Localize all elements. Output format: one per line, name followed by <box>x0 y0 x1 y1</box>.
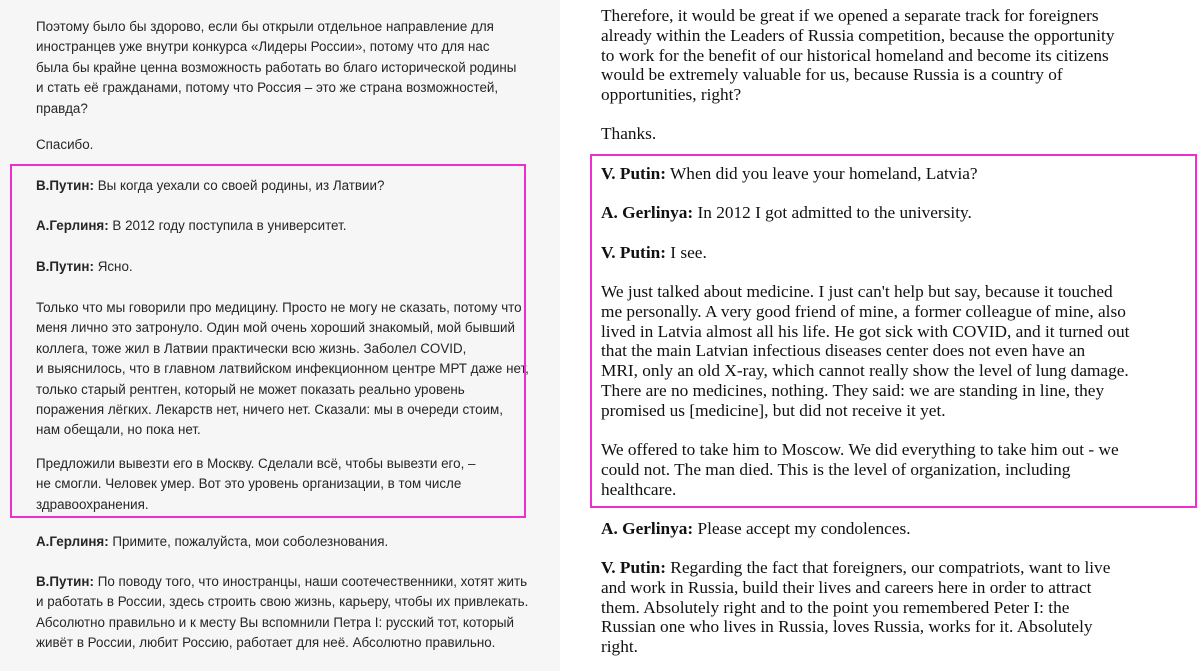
en-foreigners-text: Regarding the fact that foreigners, our compatriots, want to live and work in Russia, build their lives and careers here in order to attract them. Absolutely right and to the point you remembered Peter I: the Russian one who lives in Russia, loves Russia, works for it. Absolutely right. <box>601 558 1111 657</box>
en-speaker-putin: V. Putin: <box>601 243 666 262</box>
en-paragraph-proposal: Therefore, it would be great if we opened a separate track for foreigners already within the Leaders of Russia competition, because the opportunity to work for the benefit of our historical homeland and become its citizens would be extremely valuable for us, because Russia is a country of opportunities, right? <box>601 6 1115 105</box>
ru-paragraph-medicine: Только что мы говорили про медицину. Просто не могу не сказать, потому что меня лично это затронуло. Один мой очень хороший знакомый, мой бывший коллега, тоже жил в Латвии практически всю жизнь. Заболел COVID, и выяснилось, что в главном латвийском инфекционном центре МРТ даже нет, только старый рентген, который не может показать реально уровень поражения лёгких. Лекарств нет, ничего нет. Сказали: мы в очереди стоим, нам обещали, но пока нет. <box>36 300 529 438</box>
en-speaker-gerlinya: A. Gerlinya: <box>601 203 694 222</box>
ru-highlight-box <box>10 164 526 518</box>
ru-gerlinya-condolences <box>36 532 536 552</box>
ru-speaker-putin: В.Путин: <box>36 574 94 589</box>
ru-speaker-gerlinya: А.Герлиня: <box>36 534 109 549</box>
en-speaker-gerlinya: A. Gerlinya: <box>601 519 694 538</box>
ru-answer-text: В 2012 году поступила в университет. <box>108 218 347 233</box>
en-answer-text: In 2012 I got admitted to the university. <box>693 203 972 222</box>
en-paragraph-thanks: Thanks. <box>601 124 657 143</box>
ru-putin-foreigners <box>36 572 536 654</box>
russian-transcript-panel <box>0 0 560 671</box>
en-paragraph-medicine: We just talked about medicine. I just can't help but say, because it touched me personally. A very good friend of mine, a former colleague of mine, also lived in Latvia almost all his life. He got sick with COVID, and it turned out that the main Latvian infectious diseases center does not even have an MRI, only an old X-ray, which cannot really show the level of lung damage. There are no medicines, nothing. They said: we are standing in line, they promised us [medicine], but did not receive it yet. <box>601 282 1130 420</box>
en-question-text: When did you leave your homeland, Latvia? <box>665 164 978 183</box>
ru-paragraph-moscow: Предложили вывезти его в Москву. Сделали всё, чтобы вывезти его, – не смогли. Человек умер. Вот это уровень организации, в том числе здравоохранения. <box>36 456 476 512</box>
ru-paragraph-thanks: Спасибо. <box>36 137 94 152</box>
ru-i-see-text: Ясно. <box>93 259 133 274</box>
ru-speaker-gerlinya: А.Герлиня: <box>36 218 109 233</box>
en-paragraph-moscow: We offered to take him to Moscow. We did everything to take him out - we could not. The man died. This is the level of organization, including healthcare. <box>601 440 1119 499</box>
en-condolences-text: Please accept my condolences. <box>693 519 911 538</box>
en-putin-foreigners <box>601 558 1197 657</box>
ru-condolences-text: Примите, пожалуйста, мои соболезнования. <box>108 534 389 549</box>
ru-paragraph-proposal: Поэтому было бы здорово, если бы открыли отдельное направление для иностранцев уже внутри конкурса «Лидеры России», потому что для нас была бы крайне ценна возможность работать во благо исторической родины и стать её гражданами, потому что Россия – это же страна возможностей, правда? <box>36 19 517 116</box>
en-i-see-text: I see. <box>665 243 707 262</box>
ru-speaker-putin: В.Путин: <box>36 259 94 274</box>
ru-foreigners-text: По поводу того, что иностранцы, наши соотечественники, хотят жить и работать в России, здесь строить свою жизнь, карьеру, чтобы их привлекать. Абсолютно правильно и к месту Вы вспомнили Петра I: русский тот, который живёт в России, любит Россию, работает для неё. Абсолютно правильно. <box>36 574 529 651</box>
en-speaker-putin: V. Putin: <box>601 164 666 183</box>
en-gerlinya-condolences <box>601 519 1197 539</box>
english-translation-panel <box>570 0 1200 671</box>
ru-speaker-putin: В.Путин: <box>36 178 94 193</box>
en-highlight-box <box>590 154 1197 508</box>
en-speaker-putin: V. Putin: <box>601 558 666 577</box>
ru-question-text: Вы когда уехали со своей родины, из Латвии? <box>93 178 385 193</box>
